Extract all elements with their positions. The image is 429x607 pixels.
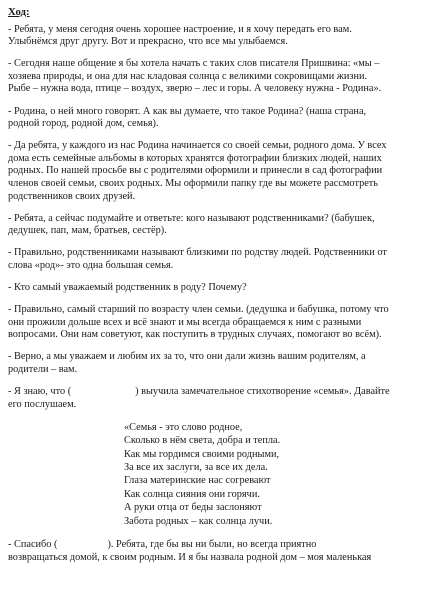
paragraph-greeting: - Ребята, у меня сегодня очень хорошее настроение, и я хочу передать его вам. Улыбнёмся друг другу. Вот и прекрасно, что все мы улыбаемся. [8, 23, 352, 48]
paragraph-relatives-question: - Ребята, а сейчас подумайте и ответьте: кого называют родственниками? (бабушек, дедушек, пап, мам, братьев, сестёр). [8, 212, 375, 237]
paragraph-closing [8, 539, 413, 564]
paragraph-grandparents: - Правильно, самый старший по возрасту член семьи. (дедушка и бабушка, потому что они прожили дольше всех и всё знают и мы всегда обращаемся к ним с разными вопросами. Они нам советуют, как поступить в трудных случаях, помогают во всём). [8, 304, 389, 341]
document-heading: Ход: [8, 6, 30, 18]
closing-end: ). Ребята, где бы вы ни были, но всегда приятно возвращаться домой, к своим родным. И я бы назвала родной дом – моя маленькая [8, 539, 372, 563]
poem-family: «Семья - это слово родное, Сколько в нём света, добра и тепла. Как мы гордимся своими родными, За все их заслуги, за все их дела. Глаза материнские нас согревают Как солнца сияния они горячи. А руки отца от беды заслоняют Забота родных – как солнца лучи. [124, 421, 281, 527]
paragraph-respect-love: - Верно, а мы уважаем и любим их за то, что они дали жизнь вашим родителям, а родители – вам. [8, 351, 366, 376]
paragraph-family-albums: - Да ребята, у каждого из нас Родина начинается со своей семьи, родного дома. У всех дома есть семейные альбомы в которых хранятся фотографии близких людей, наших родных. По нашей просьбе вы с родителями оформили и принесли в сад фотографии членов своей семьи, своих родных. Мы оформили папку где вы можете рассмотреть родственников своих друзей. [8, 140, 387, 202]
paragraph-relatives-answer: - Правильно, родственниками называют близкими по родству людей. Родственники от слова «род»- это одна большая семья. [8, 247, 387, 271]
paragraph-poem-intro [8, 386, 413, 411]
poem-intro-start: - Я знаю, что ( [8, 386, 72, 398]
closing-start: - Спасибо ( [8, 539, 58, 551]
paragraph-prishvin-quote: - Сегодня наше общение я бы хотела начать с таких слов писателя Пришвина: «мы – хозяева природы, и она для нас кладовая солнца с великими сокровищами жизни. Рыбе – нужна вода, птице – воздух, зверю – лес и горы. А человеку нужна - Родина». [8, 58, 382, 95]
paragraph-homeland-question: - Родина, о ней много говорят. А как вы думаете, что такое Родина? (наша страна, родной город, родной дом, семья). [8, 105, 367, 130]
poem-intro-end: ) выучила замечательное стихотворение «семья». Давайте его послушаем. [8, 386, 390, 410]
paragraph-respected-relative: - Кто самый уважаемый родственник в роду? Почему? [8, 282, 247, 294]
